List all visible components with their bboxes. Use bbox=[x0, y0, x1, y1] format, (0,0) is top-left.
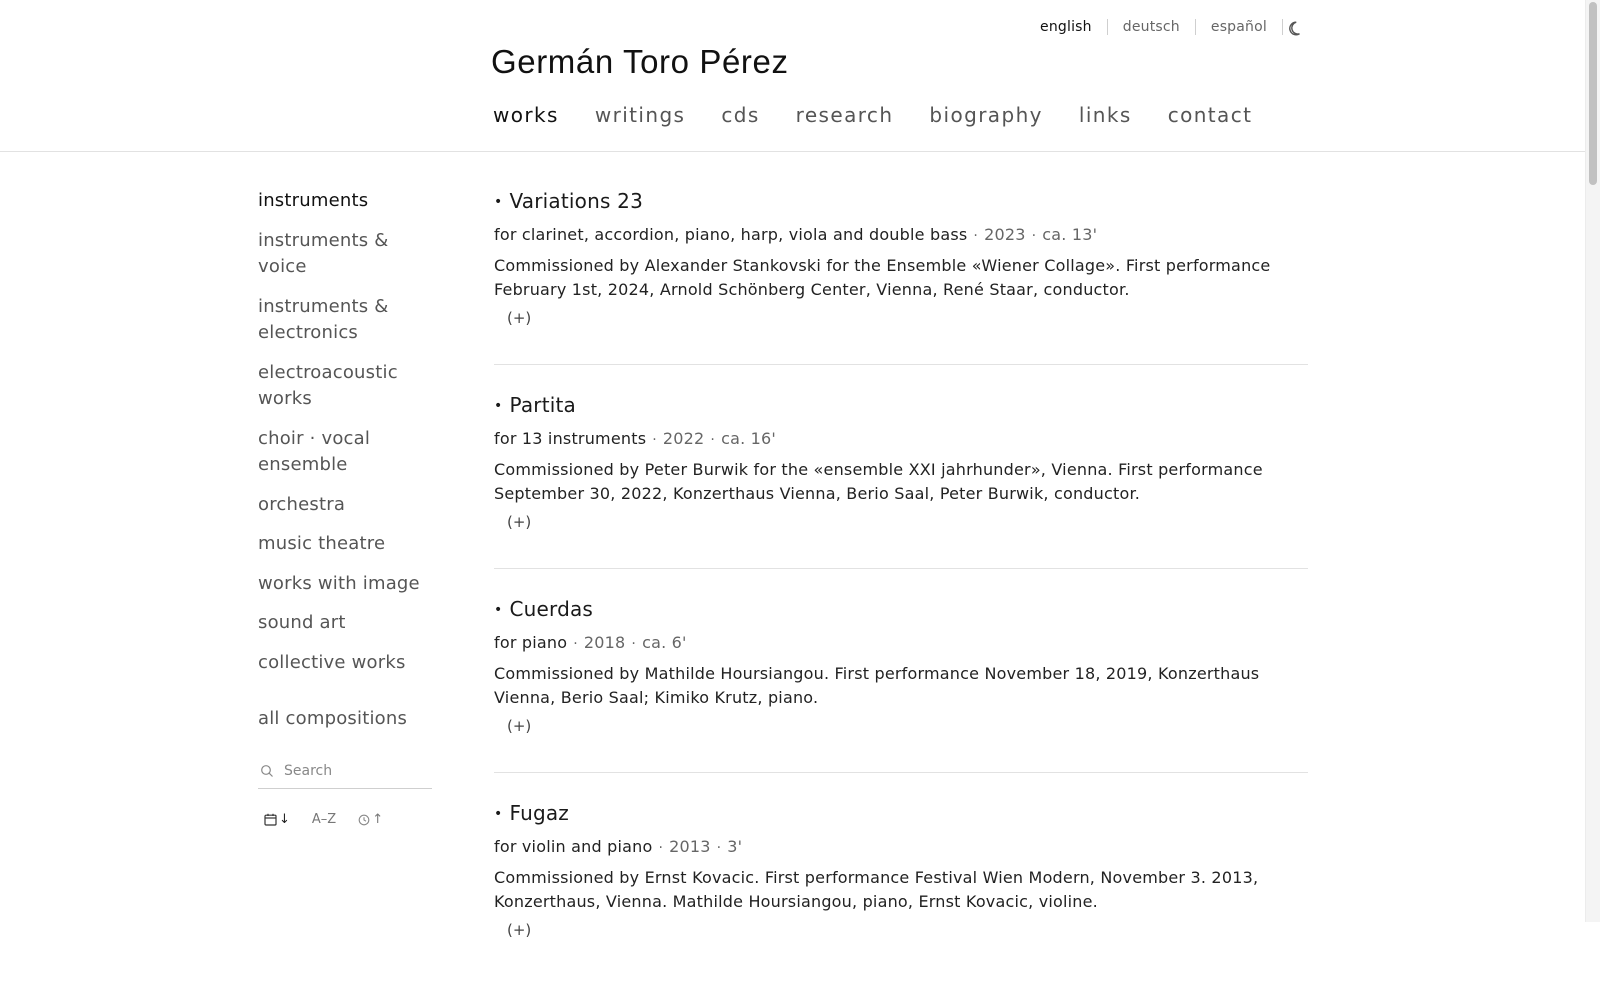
work-title-link[interactable] bbox=[494, 594, 1308, 624]
meta-separator: · bbox=[573, 636, 578, 652]
category-music-theatre[interactable]: music theatre bbox=[258, 533, 386, 554]
bullet: • bbox=[494, 806, 503, 822]
meta-separator: · bbox=[652, 432, 657, 448]
language-switcher bbox=[1040, 19, 1298, 35]
expand-button[interactable]: (+) bbox=[507, 717, 532, 735]
nav-works[interactable]: works bbox=[493, 103, 559, 127]
category-instruments[interactable]: instruments bbox=[258, 190, 369, 211]
category-choir[interactable]: choir · vocal ensemble bbox=[258, 427, 371, 475]
work-meta bbox=[494, 837, 1308, 856]
expand-button[interactable]: (+) bbox=[507, 921, 532, 939]
bullet: • bbox=[494, 602, 503, 618]
category-instruments-electronics[interactable]: instruments & electronics bbox=[258, 295, 389, 343]
expand-button[interactable]: (+) bbox=[507, 513, 532, 531]
meta-separator: · bbox=[631, 636, 637, 652]
nav-writings[interactable]: writings bbox=[594, 103, 686, 127]
category-sidebar bbox=[258, 188, 438, 689]
work-description: Commissioned by Peter Burwik for the «ensemble XXI jahrhunder», Vienna. First performance September 30, 2022, Konzerthaus Vienna, Berio Saal, Peter Burwik, conductor. bbox=[494, 460, 1263, 503]
nav-biography[interactable]: biography bbox=[929, 103, 1043, 127]
sort-by-date-button[interactable] bbox=[264, 812, 290, 827]
header-divider bbox=[0, 151, 1586, 152]
work-description: Commissioned by Alexander Stankovski for the Ensemble «Wiener Collage». First performance February 1st, 2024, Arnold Schönberg Center, Vienna, René Staar, conductor. bbox=[494, 256, 1271, 299]
category-works-with-image[interactable]: works with image bbox=[258, 572, 420, 594]
category-instruments-voice[interactable]: instruments & voice bbox=[258, 229, 389, 277]
work-divider bbox=[494, 568, 1308, 569]
work-title: Fugaz bbox=[509, 801, 570, 825]
meta-separator: · bbox=[1031, 228, 1037, 244]
lang-divider bbox=[1195, 19, 1196, 35]
calendar-icon bbox=[264, 813, 277, 826]
work-duration: ca. 6' bbox=[642, 633, 687, 652]
work-instrumentation: for violin and piano bbox=[494, 837, 653, 856]
work-item bbox=[494, 390, 1308, 594]
category-sound-art[interactable]: sound art bbox=[258, 612, 346, 633]
work-duration: ca. 13' bbox=[1042, 225, 1098, 244]
work-duration: ca. 16' bbox=[721, 429, 777, 448]
bullet: • bbox=[494, 398, 503, 414]
all-compositions-link[interactable]: all compositions bbox=[258, 708, 408, 729]
sort-by-duration-button[interactable] bbox=[358, 812, 383, 827]
meta-separator: · bbox=[658, 840, 664, 856]
category-orchestra[interactable]: orchestra bbox=[258, 493, 346, 515]
work-meta bbox=[494, 633, 1308, 652]
page-scrollbar[interactable] bbox=[1585, 0, 1600, 922]
work-instrumentation: for piano bbox=[494, 633, 568, 652]
work-divider bbox=[494, 364, 1308, 365]
nav-links[interactable]: links bbox=[1078, 103, 1132, 127]
scrollbar-thumb[interactable] bbox=[1589, 2, 1597, 185]
clock-icon bbox=[358, 814, 370, 826]
work-meta bbox=[494, 225, 1308, 244]
nav-research[interactable]: research bbox=[795, 103, 894, 127]
sort-date-direction: ↓ bbox=[279, 812, 290, 827]
main-nav bbox=[493, 103, 1288, 127]
work-duration: 3' bbox=[727, 837, 743, 856]
nav-cds[interactable]: cds bbox=[721, 103, 760, 127]
work-year: 2018 bbox=[583, 633, 626, 652]
search-input[interactable] bbox=[284, 763, 424, 779]
work-title-link[interactable] bbox=[494, 390, 1308, 420]
work-title: Partita bbox=[509, 393, 577, 417]
lang-english[interactable]: english bbox=[1040, 19, 1092, 35]
work-description: Commissioned by Mathilde Hoursiangou. First performance November 18, 2019, Konzerthaus Vienna, Berio Saal; Kimiko Krutz, piano. bbox=[494, 664, 1260, 707]
work-instrumentation: for 13 instruments bbox=[494, 429, 647, 448]
work-meta bbox=[494, 429, 1308, 448]
sort-controls bbox=[264, 812, 405, 827]
nav-contact[interactable]: contact bbox=[1167, 103, 1253, 127]
search-icon bbox=[260, 764, 274, 778]
meta-separator: · bbox=[716, 840, 722, 856]
category-electroacoustic[interactable]: electroacoustic works bbox=[258, 361, 398, 409]
work-title: Cuerdas bbox=[509, 597, 594, 621]
meta-separator: · bbox=[710, 432, 716, 448]
work-year: 2013 bbox=[669, 837, 711, 856]
lang-divider bbox=[1107, 19, 1108, 35]
works-list bbox=[494, 186, 1308, 1002]
site-title[interactable]: Germán Toro Pérez bbox=[491, 43, 789, 80]
work-item bbox=[494, 594, 1308, 798]
sort-alpha-label: A–Z bbox=[311, 812, 337, 827]
work-item bbox=[494, 798, 1308, 1002]
sort-alphabetical-button[interactable] bbox=[312, 812, 336, 827]
lang-divider bbox=[1282, 19, 1283, 35]
work-item bbox=[494, 186, 1308, 390]
work-instrumentation: for clarinet, accordion, piano, harp, viola and double bass bbox=[494, 225, 968, 244]
meta-separator: · bbox=[973, 228, 979, 244]
sort-time-direction: ↑ bbox=[372, 812, 384, 827]
work-title: Variations 23 bbox=[509, 189, 644, 213]
search-box bbox=[258, 754, 432, 789]
bullet: • bbox=[494, 194, 503, 210]
work-year: 2023 bbox=[984, 225, 1026, 244]
work-title-link[interactable] bbox=[494, 798, 1308, 828]
work-title-link[interactable] bbox=[494, 186, 1308, 216]
work-year: 2022 bbox=[662, 429, 705, 448]
category-collective-works[interactable]: collective works bbox=[258, 651, 406, 673]
work-description: Commissioned by Ernst Kovacic. First performance Festival Wien Modern, November 3. 2013, Konzerthaus, Vienna. Mathilde Hoursiangou, piano, Ernst Kovacic, violine. bbox=[494, 868, 1259, 911]
lang-espanol[interactable]: español bbox=[1210, 19, 1267, 35]
moon-icon[interactable] bbox=[1287, 20, 1305, 38]
work-divider bbox=[494, 772, 1308, 773]
expand-button[interactable]: (+) bbox=[507, 309, 532, 327]
lang-deutsch[interactable]: deutsch bbox=[1122, 19, 1180, 35]
